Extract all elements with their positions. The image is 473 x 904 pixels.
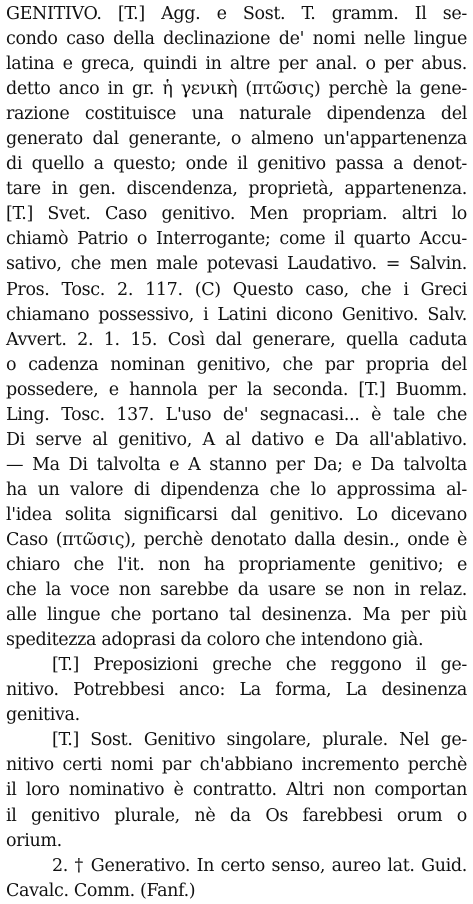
text-line: alle lingue che portano tal desinenza. Ma per più <box>6 605 467 626</box>
text-line: speditezza adoprasi da coloro che intendono già. <box>6 630 424 651</box>
text-line: Cavalc. Comm. (Fanf.) <box>6 880 196 901</box>
entry-paragraph-1 <box>6 2 467 653</box>
text-line: GENITIVO. [T.] Agg. e Sost. T. gramm. Il se- <box>6 4 467 24</box>
entry-paragraph-3 <box>6 728 467 853</box>
text-line: — Ma Di talvolta e A stanno per Da; e Da talvolta <box>6 454 467 475</box>
text-line: nitivo. Potrebbesi anco: La forma, La desinenza <box>6 680 467 701</box>
text-line: genitiva. <box>6 705 80 726</box>
text-line: ha un valore di dipendenza che lo approssima al- <box>6 479 467 500</box>
text-line: [T.] Preposizioni greche che reggono il ge- <box>52 655 467 676</box>
text-line: nitivo certi nomi par ch'abbiano incremento perchè <box>6 755 467 776</box>
text-line: latina e greca, quindi in altre per anal. o per abus. <box>6 54 467 75</box>
text-line: Caso (πτῶσις), perchè denotato dalla desin., onde è <box>6 529 467 550</box>
text-line: Ling. Tosc. 137. L'uso de' segnacasi... è tale che <box>6 404 467 425</box>
text-line: chiamano possessivo, i Latini dicono Genitivo. Salv. <box>6 304 467 325</box>
text-line: l'idea solita significarsi dal genitivo. Lo dicevano <box>6 504 467 525</box>
text-line: generato dal generante, o almeno un'appartenenza <box>6 129 467 150</box>
text-line: chiamò Patrio o Interrogante; come il quarto Accu- <box>6 229 467 250</box>
text-line: o cadenza nominan genitivo, che par propria del <box>6 354 467 375</box>
text-line: condo caso della declinazione de' nomi nelle lingue <box>6 29 467 50</box>
text-line: possedere, e hannola per la seconda. [T.] Buomm. <box>6 379 467 400</box>
text-line: [T.] Sost. Genitivo singolare, plurale. Nel ge- <box>52 730 467 751</box>
text-line: orium. <box>6 830 62 851</box>
text-line: sativo, che men male potevasi Laudativo. = Salvin. <box>6 254 467 275</box>
text-line: tare in gen. discendenza, proprietà, appartenenza. <box>6 179 467 200</box>
text-line: [T.] Svet. Caso genitivo. Men propriam. altri lo <box>6 204 467 225</box>
text-line: razione costituisce una naturale dipendenza del <box>6 104 467 125</box>
text-line: Avvert. 2. 1. 15. Così dal generare, quella caduta <box>6 329 467 350</box>
entry-paragraph-2 <box>6 653 467 728</box>
text-line: il genitivo plurale, nè da Os farebbesi orum o <box>6 805 467 826</box>
text-line: Di serve al genitivo, A al dativo e Da all'ablativo. <box>6 429 467 450</box>
text-line: chiaro che l'it. non ha propriamente genitivo; e <box>6 555 467 576</box>
text-line: 2. † Generativo. In certo senso, aureo lat. Guid. <box>52 855 467 876</box>
text-line: Pros. Tosc. 2. 117. (C) Questo caso, che i Greci <box>6 279 467 300</box>
dictionary-entry <box>6 2 467 904</box>
entry-paragraph-4 <box>6 854 467 904</box>
text-line: il loro nominativo è contratto. Altri non comportan <box>6 780 467 801</box>
text-line: detto anco in gr. ἡ γενικὴ (πτῶσις) perchè la gene- <box>6 79 467 100</box>
text-line: di quello a questo; onde il genitivo passa a denot- <box>6 154 467 175</box>
text-line: che la voce non sarebbe da usare se non in relaz. <box>6 580 467 601</box>
